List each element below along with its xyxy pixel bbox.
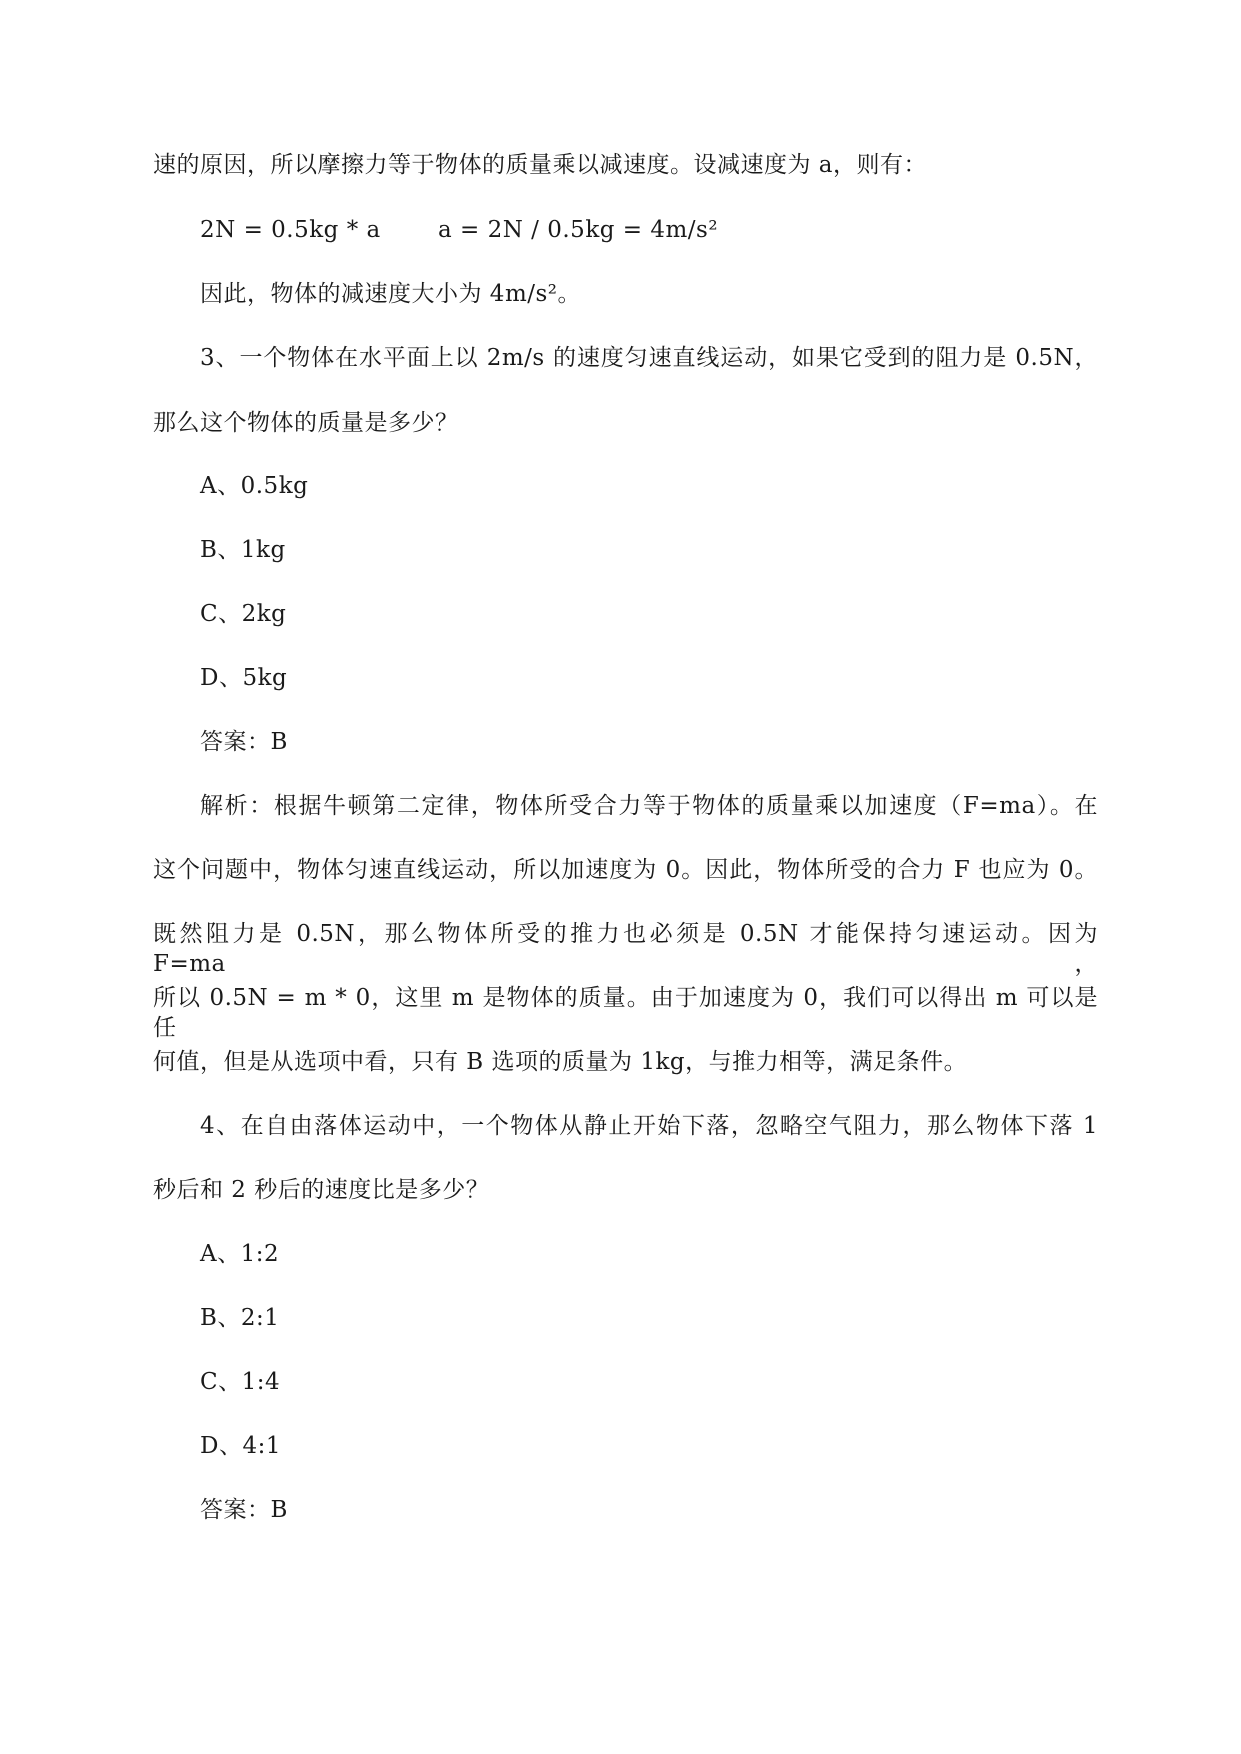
q3-analysis-line-1: 解析：根据牛顿第二定律，物体所受合力等于物体的质量乘以加速度（F=ma）。在	[200, 793, 1098, 819]
q3-option-c: C、2kg	[200, 601, 287, 627]
q4-option-b: B、2:1	[200, 1305, 280, 1331]
q4-option-d: D、4:1	[200, 1433, 281, 1459]
question-4-line-1: 4、在自由落体运动中，一个物体从静止开始下落，忽略空气阻力，那么物体下落 1	[200, 1113, 1098, 1139]
q3-analysis-line-2: 这个问题中，物体匀速直线运动，所以加速度为 0。因此，物体所受的合力 F 也应为 0。	[153, 857, 1098, 883]
question-3-line-1: 3、一个物体在水平面上以 2m/s 的速度匀速直线运动，如果它受到的阻力是 0.5N，	[200, 345, 1098, 371]
paragraph-line-reason: 速的原因，所以摩擦力等于物体的质量乘以减速度。设减速度为 a，则有：	[153, 152, 928, 178]
question-3-line-2: 那么这个物体的质量是多少？	[153, 410, 459, 436]
formula-newton-equation: 2N = 0.5kg * a	[200, 217, 381, 243]
conclusion-line: 因此，物体的减速度大小为 4m/s²。	[200, 281, 582, 307]
q4-answer: 答案：B	[200, 1497, 288, 1523]
q3-option-a: A、0.5kg	[200, 473, 309, 499]
q3-analysis-line-3: 既然阻力是 0.5N，那么物体所受的推力也必须是 0.5N 才能保持匀速运动。因为 F=ma，	[153, 921, 1098, 977]
q3-option-d: D、5kg	[200, 665, 288, 691]
q3-analysis-line-5: 何值，但是从选项中看，只有 B 选项的质量为 1kg，与推力相等，满足条件。	[153, 1049, 968, 1075]
q3-analysis-line-4: 所以 0.5N = m * 0，这里 m 是物体的质量。由于加速度为 0，我们可以得出 m 可以是任	[153, 985, 1098, 1041]
q3-option-b: B、1kg	[200, 537, 286, 563]
question-4-line-2: 秒后和 2 秒后的速度比是多少？	[153, 1177, 490, 1203]
formula-deceleration-result: a = 2N / 0.5kg = 4m/s²	[438, 217, 719, 243]
q4-option-a: A、1:2	[200, 1241, 280, 1267]
q4-option-c: C、1:4	[200, 1369, 281, 1395]
q3-answer: 答案：B	[200, 729, 288, 755]
